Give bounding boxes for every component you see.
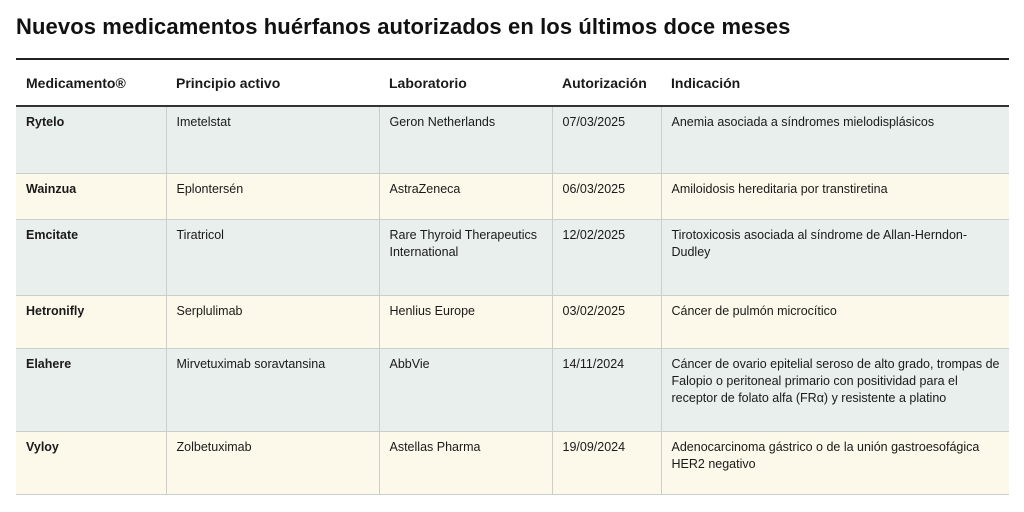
cell-principio-activo: Imetelstat — [166, 106, 379, 173]
cell-medicamento: Emcitate — [16, 219, 166, 295]
cell-indicacion: Cáncer de pulmón microcítico — [661, 295, 1009, 348]
cell-autorizacion: 14/11/2024 — [552, 348, 661, 431]
cell-laboratorio: Henlius Europe — [379, 295, 552, 348]
header-autorizacion: Autorización — [552, 60, 661, 106]
cell-principio-activo: Tiratricol — [166, 219, 379, 295]
cell-principio-activo: Eplontersén — [166, 173, 379, 219]
cell-medicamento: Vyloy — [16, 431, 166, 494]
table-row — [16, 106, 1009, 173]
table-row — [16, 173, 1009, 219]
cell-indicacion: Tirotoxicosis asociada al síndrome de Allan-Herndon-Dudley — [661, 219, 1009, 295]
cell-laboratorio: Astellas Pharma — [379, 431, 552, 494]
header-indicacion: Indicación — [661, 60, 1009, 106]
table-row — [16, 431, 1009, 494]
cell-principio-activo: Zolbetuximab — [166, 431, 379, 494]
cell-indicacion: Cáncer de ovario epitelial seroso de alto grado, trompas de Falopio o peritoneal primario con positividad para el receptor de folato alfa (FRα) y resistente a platino — [661, 348, 1009, 431]
cell-indicacion: Anemia asociada a síndromes mielodisplásicos — [661, 106, 1009, 173]
cell-laboratorio: Geron Netherlands — [379, 106, 552, 173]
table-header-row — [16, 60, 1009, 106]
cell-principio-activo: Mirvetuximab soravtansina — [166, 348, 379, 431]
header-laboratorio: Laboratorio — [379, 60, 552, 106]
cell-indicacion: Amiloidosis hereditaria por transtiretina — [661, 173, 1009, 219]
cell-medicamento: Hetronifly — [16, 295, 166, 348]
header-medicamento: Medicamento® — [16, 60, 166, 106]
cell-indicacion: Adenocarcinoma gástrico o de la unión gastroesofágica HER2 negativo — [661, 431, 1009, 494]
orphan-drugs-table-container — [16, 58, 1009, 495]
cell-medicamento: Rytelo — [16, 106, 166, 173]
cell-medicamento: Wainzua — [16, 173, 166, 219]
table-row — [16, 219, 1009, 295]
table-row — [16, 348, 1009, 431]
cell-principio-activo: Serplulimab — [166, 295, 379, 348]
cell-autorizacion: 19/09/2024 — [552, 431, 661, 494]
cell-autorizacion: 03/02/2025 — [552, 295, 661, 348]
page-title: Nuevos medicamentos huérfanos autorizados en los últimos doce meses — [16, 14, 791, 39]
cell-laboratorio: AbbVie — [379, 348, 552, 431]
orphan-drugs-table — [16, 60, 1009, 495]
cell-medicamento: Elahere — [16, 348, 166, 431]
cell-autorizacion: 07/03/2025 — [552, 106, 661, 173]
table-row — [16, 295, 1009, 348]
header-principio-activo: Principio activo — [166, 60, 379, 106]
cell-autorizacion: 12/02/2025 — [552, 219, 661, 295]
cell-laboratorio: Rare Thyroid Therapeutics International — [379, 219, 552, 295]
cell-laboratorio: AstraZeneca — [379, 173, 552, 219]
cell-autorizacion: 06/03/2025 — [552, 173, 661, 219]
